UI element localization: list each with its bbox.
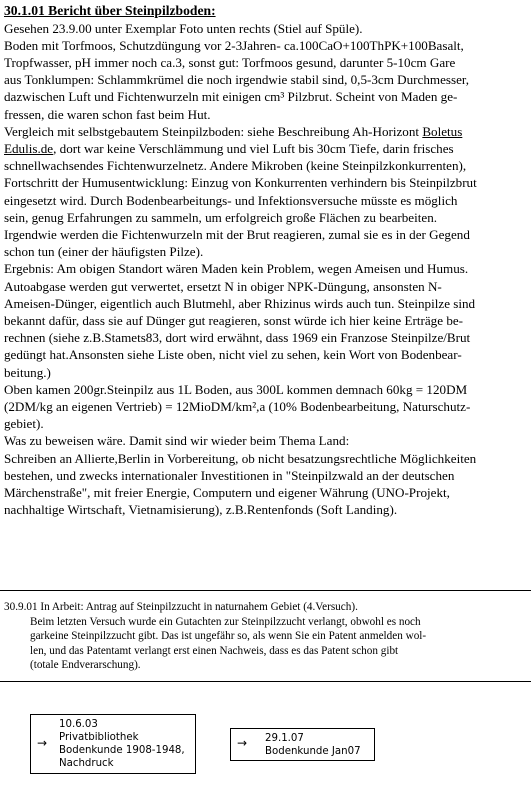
report-line: Boden mit Torfmoos, Schutzdüngung vor 2-3Jahren- ca.100CaO+100ThPK+100Basalt, (4, 37, 464, 53)
report-line: fressen, die waren schon fast beim Hut. (4, 106, 211, 122)
report-line: Autoabgase werden gut verwertet, ersetzt N in obiger NPK-Düngung, ansonsten N- (4, 278, 442, 294)
report-line: sein, genug Erfahrungen zu sammeln, um erfolgreich große Flächen zu bearbeiten. (4, 209, 438, 225)
report-line: Tropfwasser, pH immer noch ca.3, sonst gut: Torfmoos gesund, darunter 5-10cm Gare (4, 55, 456, 70)
report-line: gebiet). (4, 416, 44, 432)
report-line-text: Vergleich mit selbstgebautem Steinpilzboden: siehe Beschreibung Ah-Horizont (4, 123, 423, 139)
report-line: Irgendwie werden die Fichtenwurzeln mit der Brut reagieren, zumal sie es in der Gegend (4, 227, 470, 243)
boletus-link[interactable]: Boletus (422, 123, 463, 139)
note-line: Beim letzten Versuch wurde ein Gutachten zur Steinpilzzucht verlangt, obwohl es noch (30, 615, 421, 628)
report-line: beitung.) (4, 364, 51, 380)
report-line: bestehen, und zwecks internationaler Investitionen in "Steinpilzwald an der deutschen (4, 467, 455, 483)
report-line: dazwischen Luft und Fichtenwurzeln mit einigen cm³ Pilzbrut. Scheint von Maden ge- (4, 89, 458, 105)
divider (0, 681, 531, 682)
reference-line: Privatbibliothek (59, 732, 139, 743)
report-line: Was zu beweisen wäre. Damit sind wir wieder beim Thema Land: (4, 433, 350, 449)
report-line: rechnen (siehe z.B.Stamets83, dort wird erwähnt, dass 1969 ein Franzose Steinpilze/Brut (4, 330, 471, 346)
report-line: Oben kamen 200gr.Steinpilz aus 1L Boden, aus 300L kommen demnach 60kg = 120DM (4, 381, 468, 397)
report-line: Schreiben an Allierte,Berlin in Vorbereitung, ob nicht besatzungsrechtliche Möglichkeiten (4, 450, 477, 466)
reference-text (265, 732, 361, 758)
reference-link-privatbibliothek[interactable] (30, 714, 196, 774)
report-line: bekannt dafür, dass sie auf Dünger gut reagieren, sonst würde ich hier keine Erträge be- (4, 313, 464, 329)
report-line-with-link (4, 123, 527, 140)
report-line: eingesetzt wird. Durch Bodenbearbeitungs- und Infektionsversuche müsste es möglich (4, 192, 458, 208)
report-line: Ergebnis: Am obigen Standort wären Maden kein Problem, wegen Ameisen und Humus. (4, 261, 469, 277)
note-line: garkeine Steinpilzzucht gibt. Das ist ungefähr so, als wenn Sie ein Patent anmelden wol- (30, 630, 427, 643)
report-line: nachhaltige Wirtschaft, Vietnamisierung), z.B.Rentenfonds (Soft Landing). (4, 502, 398, 518)
work-note (4, 600, 527, 673)
note-line: 30.9.01 In Arbeit: Antrag auf Steinpilzzucht in naturnahem Gebiet (4.Versuch). (4, 601, 358, 613)
note-line: (totale Endverarschung). (30, 659, 141, 672)
report-line: (2DM/kg an eigenen Vertrieb) = 12MioDM/km²,a (10% Bodenbearbeitung, Naturschutz- (4, 399, 471, 415)
reference-date: 10.6.03 (59, 719, 98, 730)
arrow-right-icon: → (237, 736, 248, 750)
report-title: 30.1.01 Bericht über Steinpilzboden: (4, 3, 216, 18)
reference-line: Bodenkunde Jan07 (265, 746, 361, 757)
report-line: Gesehen 23.9.00 unter Exemplar Foto unten rechts (Stiel auf Spüle). (4, 20, 363, 36)
report-line-with-link (4, 140, 527, 157)
reference-line: Nachdruck (59, 758, 114, 769)
report-line: Fortschritt der Humusentwicklung: Einzug von Konkurrenten verhindern bis Steinpilzbrut (4, 175, 477, 191)
divider (0, 590, 531, 591)
reference-text (59, 718, 185, 770)
report-line: schnellwachsendes Fichtenwurzelnetz. Andere Mikroben (keine Steinpilzkonkurrenten), (4, 158, 467, 174)
report-line: Ameisen-Dünger, eigentlich auch Blutmehl, aber Rhizinus wirds auch tun. Steinpilze sind (4, 295, 476, 311)
report-section (4, 2, 527, 518)
note-line: len, und das Patentamt verlangt erst einen Nachweis, dass es das Patent schon gibt (30, 644, 399, 657)
reference-link-bodenkunde[interactable] (230, 728, 375, 761)
report-line: aus Tonklumpen: Schlammkrümel die noch irgendwie stabil sind, 0,5-3cm Durchmesser, (4, 72, 469, 88)
report-line: gedüngt hat.Ansonsten siehe Liste oben, nicht viel zu sehen, kein Wort von Bodenbear- (4, 347, 462, 363)
report-line: schon tun (einer der häufigsten Pilze). (4, 244, 204, 260)
arrow-right-icon: → (37, 736, 48, 750)
reference-line: Bodenkunde 1908-1948, (59, 745, 185, 756)
edulis-link[interactable]: Edulis.de (4, 141, 54, 157)
reference-date: 29.1.07 (265, 733, 304, 744)
report-line: Märchenstraße", mit freier Energie, Computern und eigener Währung (UNO-Projekt, (4, 485, 450, 501)
report-line-text: , dort war keine Verschlämmung und viel Luft bis 30cm Tiefe, darin frisches (53, 141, 454, 157)
